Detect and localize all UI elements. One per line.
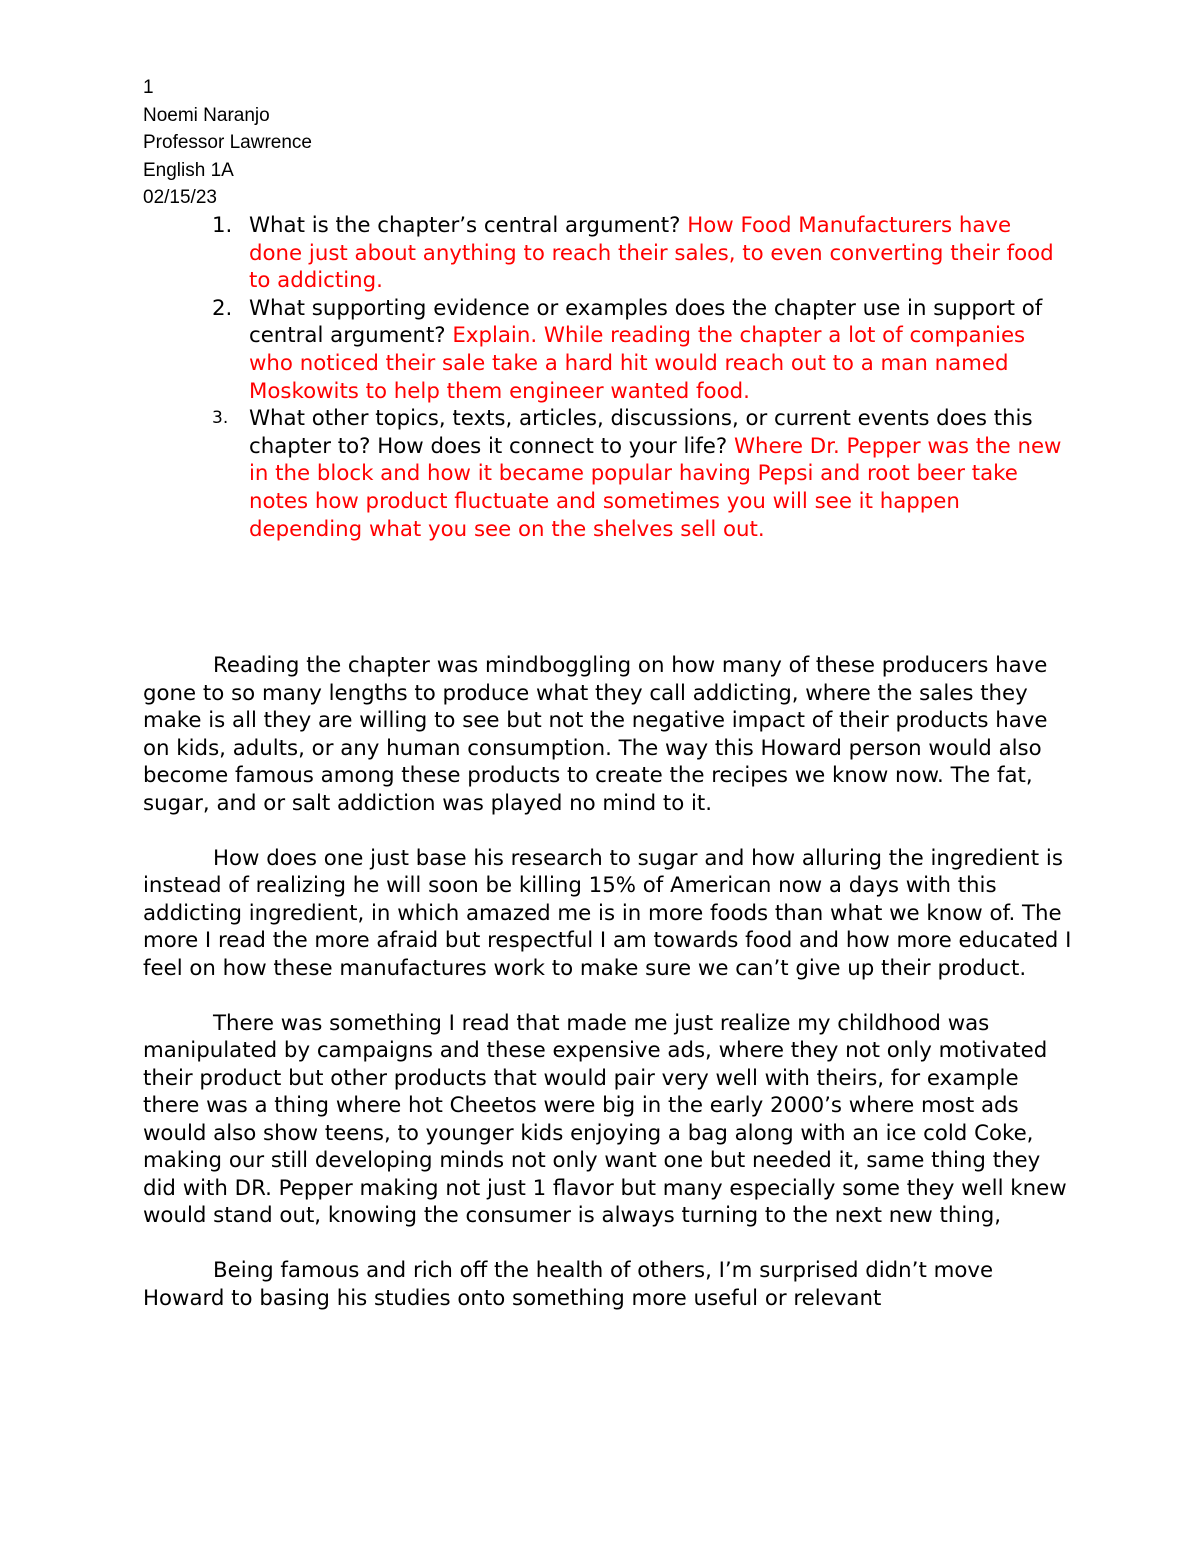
question-item-2: [212, 295, 1062, 405]
document-header: [143, 74, 312, 212]
document-date: 02/15/23: [143, 187, 217, 208]
question-list: [212, 212, 1062, 543]
essay-paragraph-3: There was something I read that made me just realize my childhood was manipulated by campaigns and these expensive ads, where they not only motivated their product but other products that would pair very well with theirs, for example there was a thing where hot Cheetos were big in the early 2000’s where most ads would also show teens, to younger kids enjoying a bag along with an ice cold Coke, making our still developing minds not only want one but needed it, same thing they did with DR. Pepper making not just 1 flavor but many especially some they well knew would stand out, knowing the consumer is always turning to the next new thing,: [143, 1010, 1067, 1228]
question-answer: Explain. While reading the chapter a lot of companies who noticed their sale take a hard hit would reach out to a man named Moskowits to help them engineer wanted food.: [249, 323, 1026, 404]
question-answer: Where Dr. Pepper was the new in the block and how it became popular having Pepsi and root beer take notes how product fluctuate and sometimes you will see it happen depending what you see on the shelves sell out.: [249, 433, 1062, 542]
professor-name: Professor Lawrence: [143, 132, 312, 153]
question-item-1: [212, 212, 1062, 295]
question-answer: How Food Manufacturers have done just about anything to reach their sales, to even converting their food to addicting.: [249, 213, 1054, 294]
question-number: 3.: [212, 408, 229, 429]
question-prompt: What is the chapter’s central argument?: [249, 213, 681, 238]
essay-body: [143, 652, 1073, 1340]
essay-paragraph-1: Reading the chapter was mindboggling on how many of these producers have gone to so many lengths to produce what they call addicting, where the sales they make is all they are willing to see but not the negative impact of their products have on kids, adults, or any human consumption. The way this Howard person would also become famous among these products to create the recipes we know now. The fat, sugar, and or salt addiction was played no mind to it.: [143, 653, 1048, 816]
student-name: Noemi Naranjo: [143, 104, 270, 126]
question-number: 2.: [212, 295, 233, 321]
course-name: English 1A: [143, 159, 234, 181]
page-number: 1: [143, 77, 154, 98]
essay-paragraph-2: How does one just base his research to sugar and how alluring the ingredient is instead of realizing he will soon be killing 15% of American now a days with this addicting ingredient, in which amazed me is in more foods than what we know of. The more I read the more afraid but respectful I am towards food and how more educated I feel on how these manufactures work to make sure we can’t give up their product.: [143, 845, 1072, 981]
question-prompt: What other topics, texts, articles, discussions, or current events does this chapter to? How does it connect to your life?: [249, 406, 1033, 459]
essay-paragraph-4: Being famous and rich off the health of others, I’m surprised didn’t move Howard to basing his studies onto something more useful or relevant: [143, 1258, 994, 1311]
question-item-3: [212, 405, 1062, 543]
question-number: 1.: [212, 213, 233, 238]
question-prompt: What supporting evidence or examples does the chapter use in support of central argument?: [249, 295, 1043, 349]
